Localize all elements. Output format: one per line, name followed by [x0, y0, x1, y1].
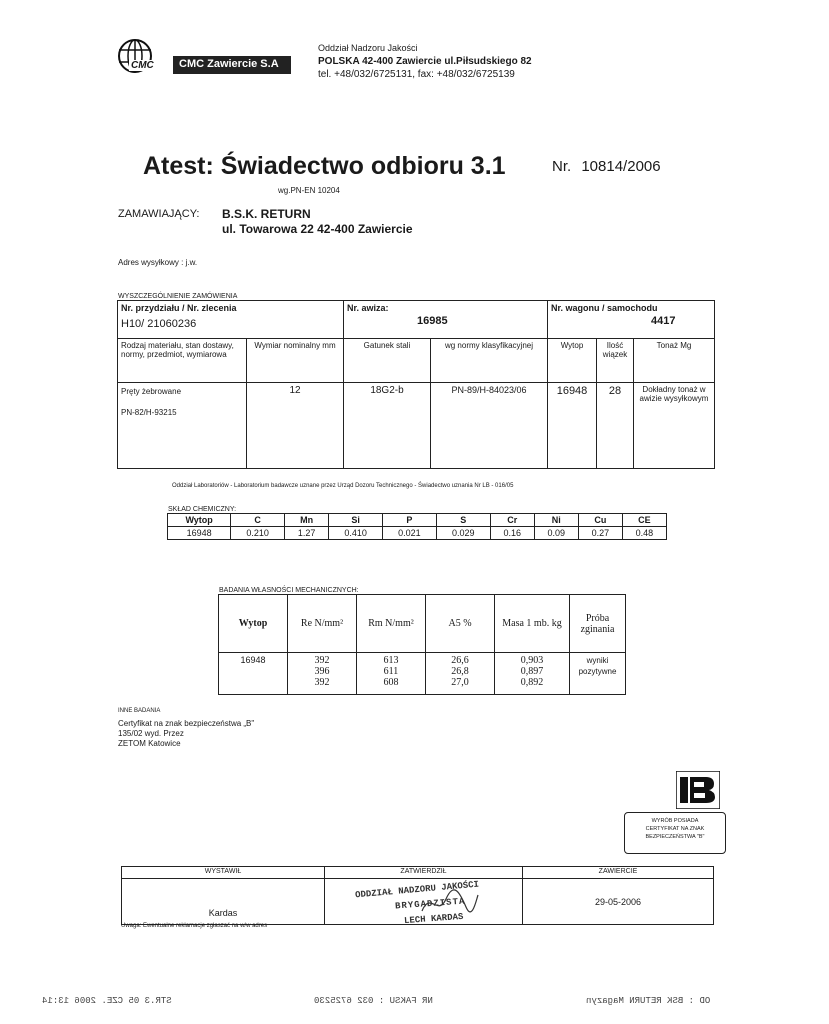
chem-header-cell: Mn	[285, 514, 329, 527]
customer-label: ZAMAWIAJĄCY:	[118, 208, 200, 220]
order-section-label: WYSZCZEGÓLNIENIE ZAMÓWIENIA	[118, 293, 238, 300]
stamp-line: BRYGADZISTA	[394, 896, 466, 912]
page-title: Atest: Świadectwo odbioru 3.1	[143, 152, 506, 180]
a5-value: 27,0	[451, 677, 469, 688]
chem-value-cell: 0.021	[383, 527, 437, 540]
cert-line: CERTYFIKAT NA ZNAK	[645, 826, 705, 832]
bend-value: wyniki	[586, 656, 609, 665]
other-tests-line: 135/02 wyd. Przez	[118, 729, 184, 738]
issued-label: WYSTAWIŁ	[122, 867, 325, 879]
b-mark-icon	[676, 771, 720, 809]
material-name: Pręty żebrowane	[121, 387, 182, 396]
certificate-number-value: 10814/2006	[581, 158, 661, 175]
wagon-cell	[548, 301, 715, 339]
customer-address: ul. Towarowa 22 42-400 Zawiercie	[222, 222, 413, 236]
chem-value-cell: 0.029	[436, 527, 490, 540]
approved-label: ZATWIERDZIŁ	[325, 867, 523, 879]
chemical-values-row	[168, 527, 667, 540]
row-dimension: 12	[247, 383, 344, 469]
rm-value: 611	[383, 666, 399, 677]
other-tests-line: ZETOM Katowice	[118, 739, 181, 748]
other-tests	[118, 706, 254, 749]
chem-value-cell: 1.27	[285, 527, 329, 540]
mass-value: 0,897	[520, 666, 544, 677]
rm-value: 613	[383, 655, 399, 666]
safety-mark-logo	[676, 771, 720, 809]
chem-header-cell: S	[436, 514, 490, 527]
lab-note: Oddział Laboratoriów - Laboratorium badawcze uznane przez Urząd Dozoru Technicznego - Świadectwo uznania Nr LB - 016/05	[172, 483, 514, 489]
material-norm: PN-82/H-93215	[121, 408, 177, 417]
mech-col-rm: Rm N/mm²	[357, 595, 426, 653]
order-table	[117, 300, 715, 469]
dept-value: H10/ 21060236	[121, 318, 197, 330]
col-material: Rodzaj materiału, stan dostawy, normy, przedmiot, wymiarowa	[118, 339, 247, 383]
mech-a5	[426, 653, 495, 695]
date-value: 29-05-2006	[523, 879, 714, 925]
wagon-label: Nr. wagonu / samochodu	[551, 303, 658, 313]
mech-mass	[495, 653, 570, 695]
chem-header-cell: Si	[329, 514, 383, 527]
col-tonnage: Tonaż Mg	[634, 339, 715, 383]
row-bundles: 28	[597, 383, 634, 469]
re-value: 396	[314, 666, 330, 677]
fax-footer-right: OD : BSK RETURN Magazyn	[586, 996, 711, 1006]
certificate-number-label: Nr.	[552, 158, 572, 175]
chem-header-cell: Cr	[490, 514, 534, 527]
col-dimension: Wymiar nominalny mm	[247, 339, 344, 383]
advice-cell	[344, 301, 548, 339]
row-tonnage: Dokładny tonaż w awizie wysyłkowym	[634, 383, 715, 469]
fax-footer-middle: NR FAKSU : 032 6725230	[314, 996, 433, 1006]
a5-value: 26,8	[451, 666, 469, 677]
row-heat: 16948	[548, 383, 597, 469]
mech-bend	[570, 653, 626, 695]
chem-value-cell: 0.27	[578, 527, 622, 540]
mech-rm	[357, 653, 426, 695]
mech-heat: 16948	[219, 653, 288, 695]
bend-value: pozytywne	[578, 667, 617, 676]
cert-line: WYRÓB POSIADA	[651, 818, 699, 824]
re-value: 392	[314, 655, 330, 666]
col-norm: wg normy klasyfikacyjnej	[431, 339, 548, 383]
wagon-value: 4417	[651, 315, 676, 327]
signer-name-stamp: LECH KARDAS	[403, 911, 464, 927]
chemical-table	[167, 513, 667, 540]
branch-name: Oddział Nadzoru Jakości	[318, 43, 418, 53]
chem-value-cell: 16948	[168, 527, 231, 540]
col-grade: Gatunek stali	[344, 339, 431, 383]
company-contact: tel. +48/032/6725131, fax: +48/032/6725139	[318, 69, 515, 80]
advice-label: Nr. awiza:	[347, 303, 389, 313]
mech-col-bend: Próba zginania	[570, 595, 626, 653]
mech-col-heat: Wytop	[219, 595, 288, 653]
chem-header-cell: Ni	[534, 514, 578, 527]
stamp-line: ODDZIAŁ NADZORU JAKOŚCI	[354, 879, 480, 901]
standard-reference: wg.PN-EN 10204	[278, 186, 340, 195]
col-heat: Wytop	[548, 339, 597, 383]
certificate-number	[552, 158, 661, 175]
chem-value-cell: 0.410	[329, 527, 383, 540]
header-address	[318, 42, 532, 81]
chemical-section-label: SKŁAD CHEMICZNY:	[168, 506, 237, 513]
chem-value-cell: 0.48	[622, 527, 666, 540]
logo-name: CMC Zawiercie S.A	[179, 58, 279, 70]
issued-value: Kardas	[122, 879, 325, 925]
col-bundles: Ilość wiązek	[597, 339, 634, 383]
fax-footer-left: STR.3 05 CZE. 2006 13:14	[42, 996, 172, 1006]
a5-value: 26,6	[451, 655, 469, 666]
dept-cell	[118, 301, 344, 339]
footer-note: Uwaga: Ewentualne reklamacje zgłaszać na w/w adres	[121, 923, 268, 929]
chem-header-cell: C	[231, 514, 285, 527]
chemical-header-row	[168, 514, 667, 527]
chem-header-cell: Cu	[578, 514, 622, 527]
chem-value-cell: 0.09	[534, 527, 578, 540]
chem-value-cell: 0.210	[231, 527, 285, 540]
company-address: POLSKA 42-400 Zawiercie ul.Piłsudskiego 82	[318, 56, 532, 67]
advice-value: 16985	[417, 315, 448, 327]
mech-col-re: Re N/mm²	[288, 595, 357, 653]
rm-value: 608	[383, 677, 399, 688]
company-logo	[113, 38, 303, 78]
mechanical-table	[218, 594, 626, 695]
re-value: 392	[314, 677, 330, 688]
chem-header-cell: Wytop	[168, 514, 231, 527]
mass-value: 0,903	[520, 655, 544, 666]
row-grade: 18G2-b	[344, 383, 431, 469]
row-norm: PN-89/H-84023/06	[431, 383, 548, 469]
chem-header-cell: P	[383, 514, 437, 527]
dept-label: Nr. przydziału / Nr. zlecenia	[121, 303, 237, 313]
shipping-address: Adres wysyłkowy : j.w.	[118, 258, 198, 267]
chem-header-cell: CE	[622, 514, 666, 527]
date-label: ZAWIERCIE	[523, 867, 714, 879]
mech-col-mass: Masa 1 mb. kg	[495, 595, 570, 653]
logo-ring-text: CMC	[131, 60, 154, 71]
cert-line: BEZPIECZEŃSTWA "B"	[645, 834, 705, 840]
other-tests-line: Certyfikat na znak bezpieczeństwa „B"	[118, 719, 255, 728]
safety-certificate-box	[624, 812, 726, 854]
mass-value: 0,892	[520, 677, 544, 688]
chem-value-cell: 0.16	[490, 527, 534, 540]
mechanical-section-label: BADANIA WŁASNOŚCI MECHANICZNYCH:	[219, 587, 359, 594]
customer-name: B.S.K. RETURN	[222, 207, 311, 221]
row-material	[118, 383, 247, 469]
mech-re	[288, 653, 357, 695]
other-tests-label: INNE BADANIA	[118, 708, 161, 714]
mech-col-a5: A5 %	[426, 595, 495, 653]
